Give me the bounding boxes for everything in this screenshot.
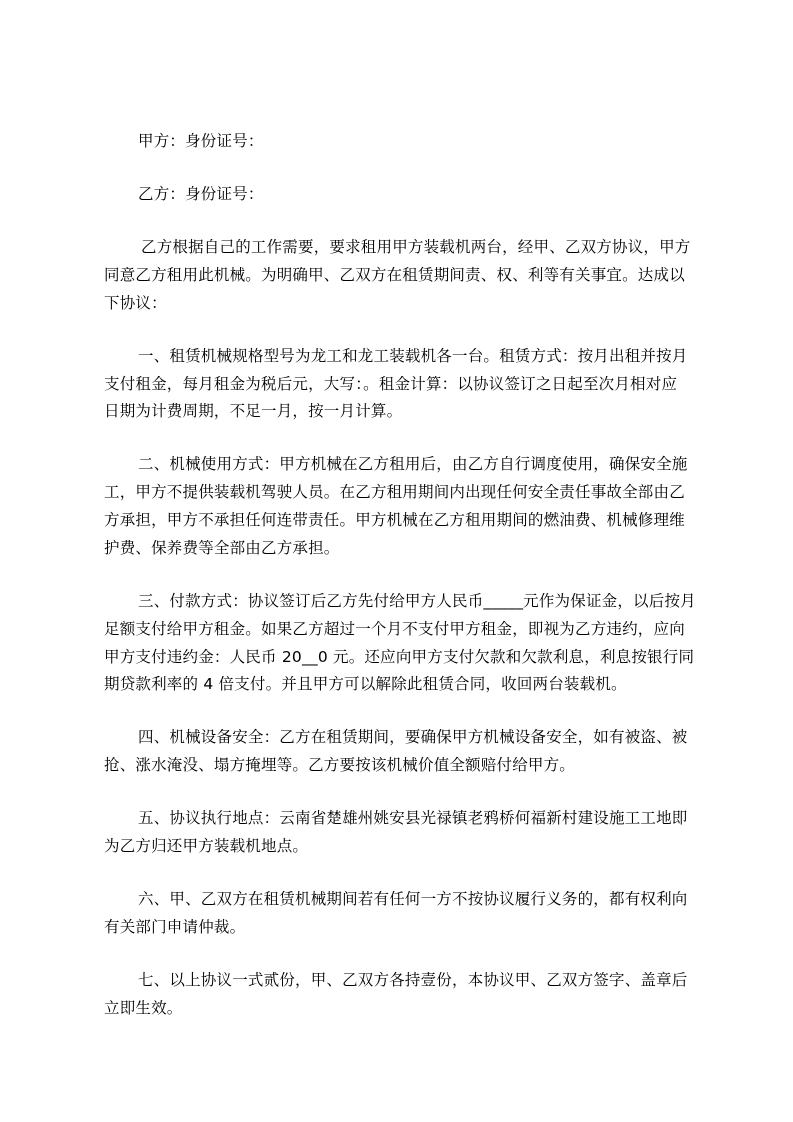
paragraph-line: 立即生效。 [104, 999, 183, 1017]
paragraph-line: 为乙方归还甲方装载机地点。 [104, 837, 309, 855]
party-a-id-line: 甲方：身份证号： [138, 132, 264, 150]
paragraph-line: 同意乙方租用此机械。为明确甲、乙双方在租赁期间责、权、利等有关事宜。达成以 [104, 266, 685, 284]
paragraph-line: 三、付款方式：协议签订后乙方先付给甲方人民币_____元作为保证金，以后按月 [138, 592, 696, 610]
paragraph-line: 甲方支付违约金：人民币 20__0 元。还应向甲方支付欠款和欠款利息，利息按银行同 [104, 648, 695, 666]
paragraph-line: 四、机械设备安全：乙方在租赁期间，要确保甲方机械设备安全，如有被盗、被 [138, 728, 688, 746]
paragraph-line: 有关部门申请仲裁。 [104, 918, 246, 936]
paragraph-line: 一、租赁机械规格型号为龙工和龙工装载机各一台。租赁方式：按月出租并按月 [138, 347, 688, 365]
paragraph-line: 抢、涨水淹没、塌方掩埋等。乙方要按该机械价值全额赔付给甲方。 [104, 756, 576, 774]
paragraph-line: 六、甲、乙双方在租赁机械期间若有任何一方不按协议履行义务的，都有权利向 [138, 890, 688, 908]
paragraph-line: 方承担，甲方不承担任何连带责任。甲方机械在乙方租用期间的燃油费、机械修理维 [104, 511, 685, 529]
paragraph-line: 工，甲方不提供装载机驾驶人员。在乙方租用期间内出现任何安全责任事故全部由乙 [104, 483, 685, 501]
paragraph-line: 五、协议执行地点：云南省楚雄州姚安县光禄镇老鸦桥何福新村建设施工工地即 [138, 809, 688, 827]
party-b-id-line: 乙方：身份证号： [138, 185, 264, 203]
paragraph-line: 支付租金，每月租金为税后元，大写：。租金计算：以协议签订之日起至次月相对应 [104, 375, 678, 393]
paragraph-line: 二、机械使用方式：甲方机械在乙方租用后，由乙方自行调度使用，确保安全施 [138, 455, 688, 473]
paragraph-line: 足额支付给甲方租金。如果乙方超过一个月不支付甲方租金，即视为乙方违约，应向 [104, 620, 685, 638]
paragraph-line: 护费、保养费等全部由乙方承担。 [104, 539, 340, 557]
paragraph-line: 日期为计费周期，不足一月，按一月计算。 [104, 402, 403, 420]
paragraph-line: 下协议： [104, 294, 167, 312]
paragraph-line: 乙方根据自己的工作需要，要求租用甲方装载机两台，经甲、乙双方协议，甲方 [141, 238, 691, 256]
paragraph-line: 期贷款利率的 4 倍支付。并且甲方可以解除此租赁合同，收回两台装载机。 [104, 675, 627, 693]
paragraph-line: 七、以上协议一式贰份，甲、乙双方各持壹份，本协议甲、乙双方签字、盖章后 [138, 971, 688, 989]
